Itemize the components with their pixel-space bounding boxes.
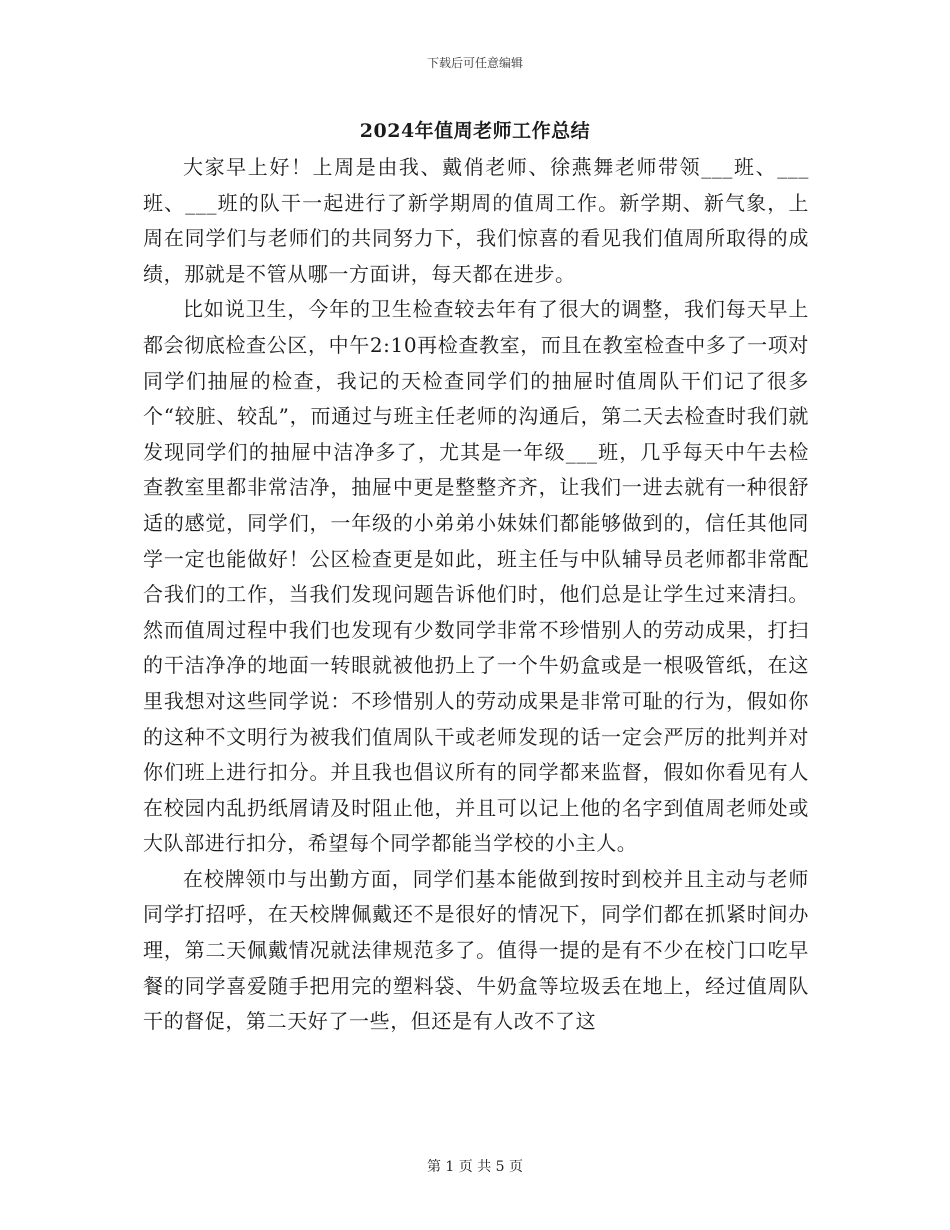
page-footer: 第 1 页 共 5 页	[426, 1159, 524, 1175]
paragraph-2: 比如说卫生，今年的卫生检查较去年有了很大的调整，我们每天早上都会彻底检查公区，中午2:10再检查教室，而且在教室检查中多了一项对同学们抽屉的检查，我记的天检查同学们的抽屉时值周队干们记了很多个“较脏、较乱”，而通过与班主任老师的沟通后，第二天去检查时我们就发现同学们的抽屉中洁净多了，尤其是一年级___班，几乎每天中午去检查教室里都非常洁净，抽屉中更是整整齐齐，让我们一进去就有一种很舒适的感觉，同学们，一年级的小弟弟小妹妹们都能够做到的，信任其他同学一定也能做好！公区检查更是如此，班主任与中队辅导员老师都非常配合我们的工作，当我们发现问题告诉他们时，他们总是让学生过来清扫。然而值周过程中我们也发现有少数同学非常不珍惜别人的劳动成果，打扫的干洁净净的地面一转眼就被他扔上了一个牛奶盒或是一根吸管纸，在这里我想对这些同学说：不珍惜别人的劳动成果是非常可耻的行为，假如你的这种不文明行为被我们值周队干或老师发现的话一定会严厉的批判并对你们班上进行扣分。并且我也倡议所有的同学都来监督，假如你看见有人在校园内乱扔纸屑请及时阻止他，并且可以记上他的名字到值周老师处或大队部进行扣分，希望每个同学都能当学校的小主人。	[143, 297, 809, 856]
document-body	[143, 150, 809, 1040]
header-note: 下载后可任意编辑	[426, 56, 523, 70]
paragraph-3: 在校牌领巾与出勤方面，同学们基本能做到按时到校并且主动与老师同学打招呼，在天校牌佩戴还不是很好的情况下，同学们都在抓紧时间办理，第二天佩戴情况就法律规范多了。值得一提的是有不少在校门口吃早餐的同学喜爱随手把用完的塑料袋、牛奶盒等垃圾丢在地上，经过值周队干的督促，第二天好了一些，但还是有人改不了这	[143, 866, 809, 1034]
document-title: 2024年值周老师工作总结	[359, 120, 591, 142]
paragraph-1: 大家早上好！上周是由我、戴俏老师、徐燕舞老师带领___班、___班、___班的队干一起进行了新学期周的值周工作。新学期、新气象，上周在同学们与老师们的共同努力下，我们惊喜的看见我们值周所取得的成绩，那就是不管从哪一方面讲，每天都在进步。	[143, 155, 809, 286]
